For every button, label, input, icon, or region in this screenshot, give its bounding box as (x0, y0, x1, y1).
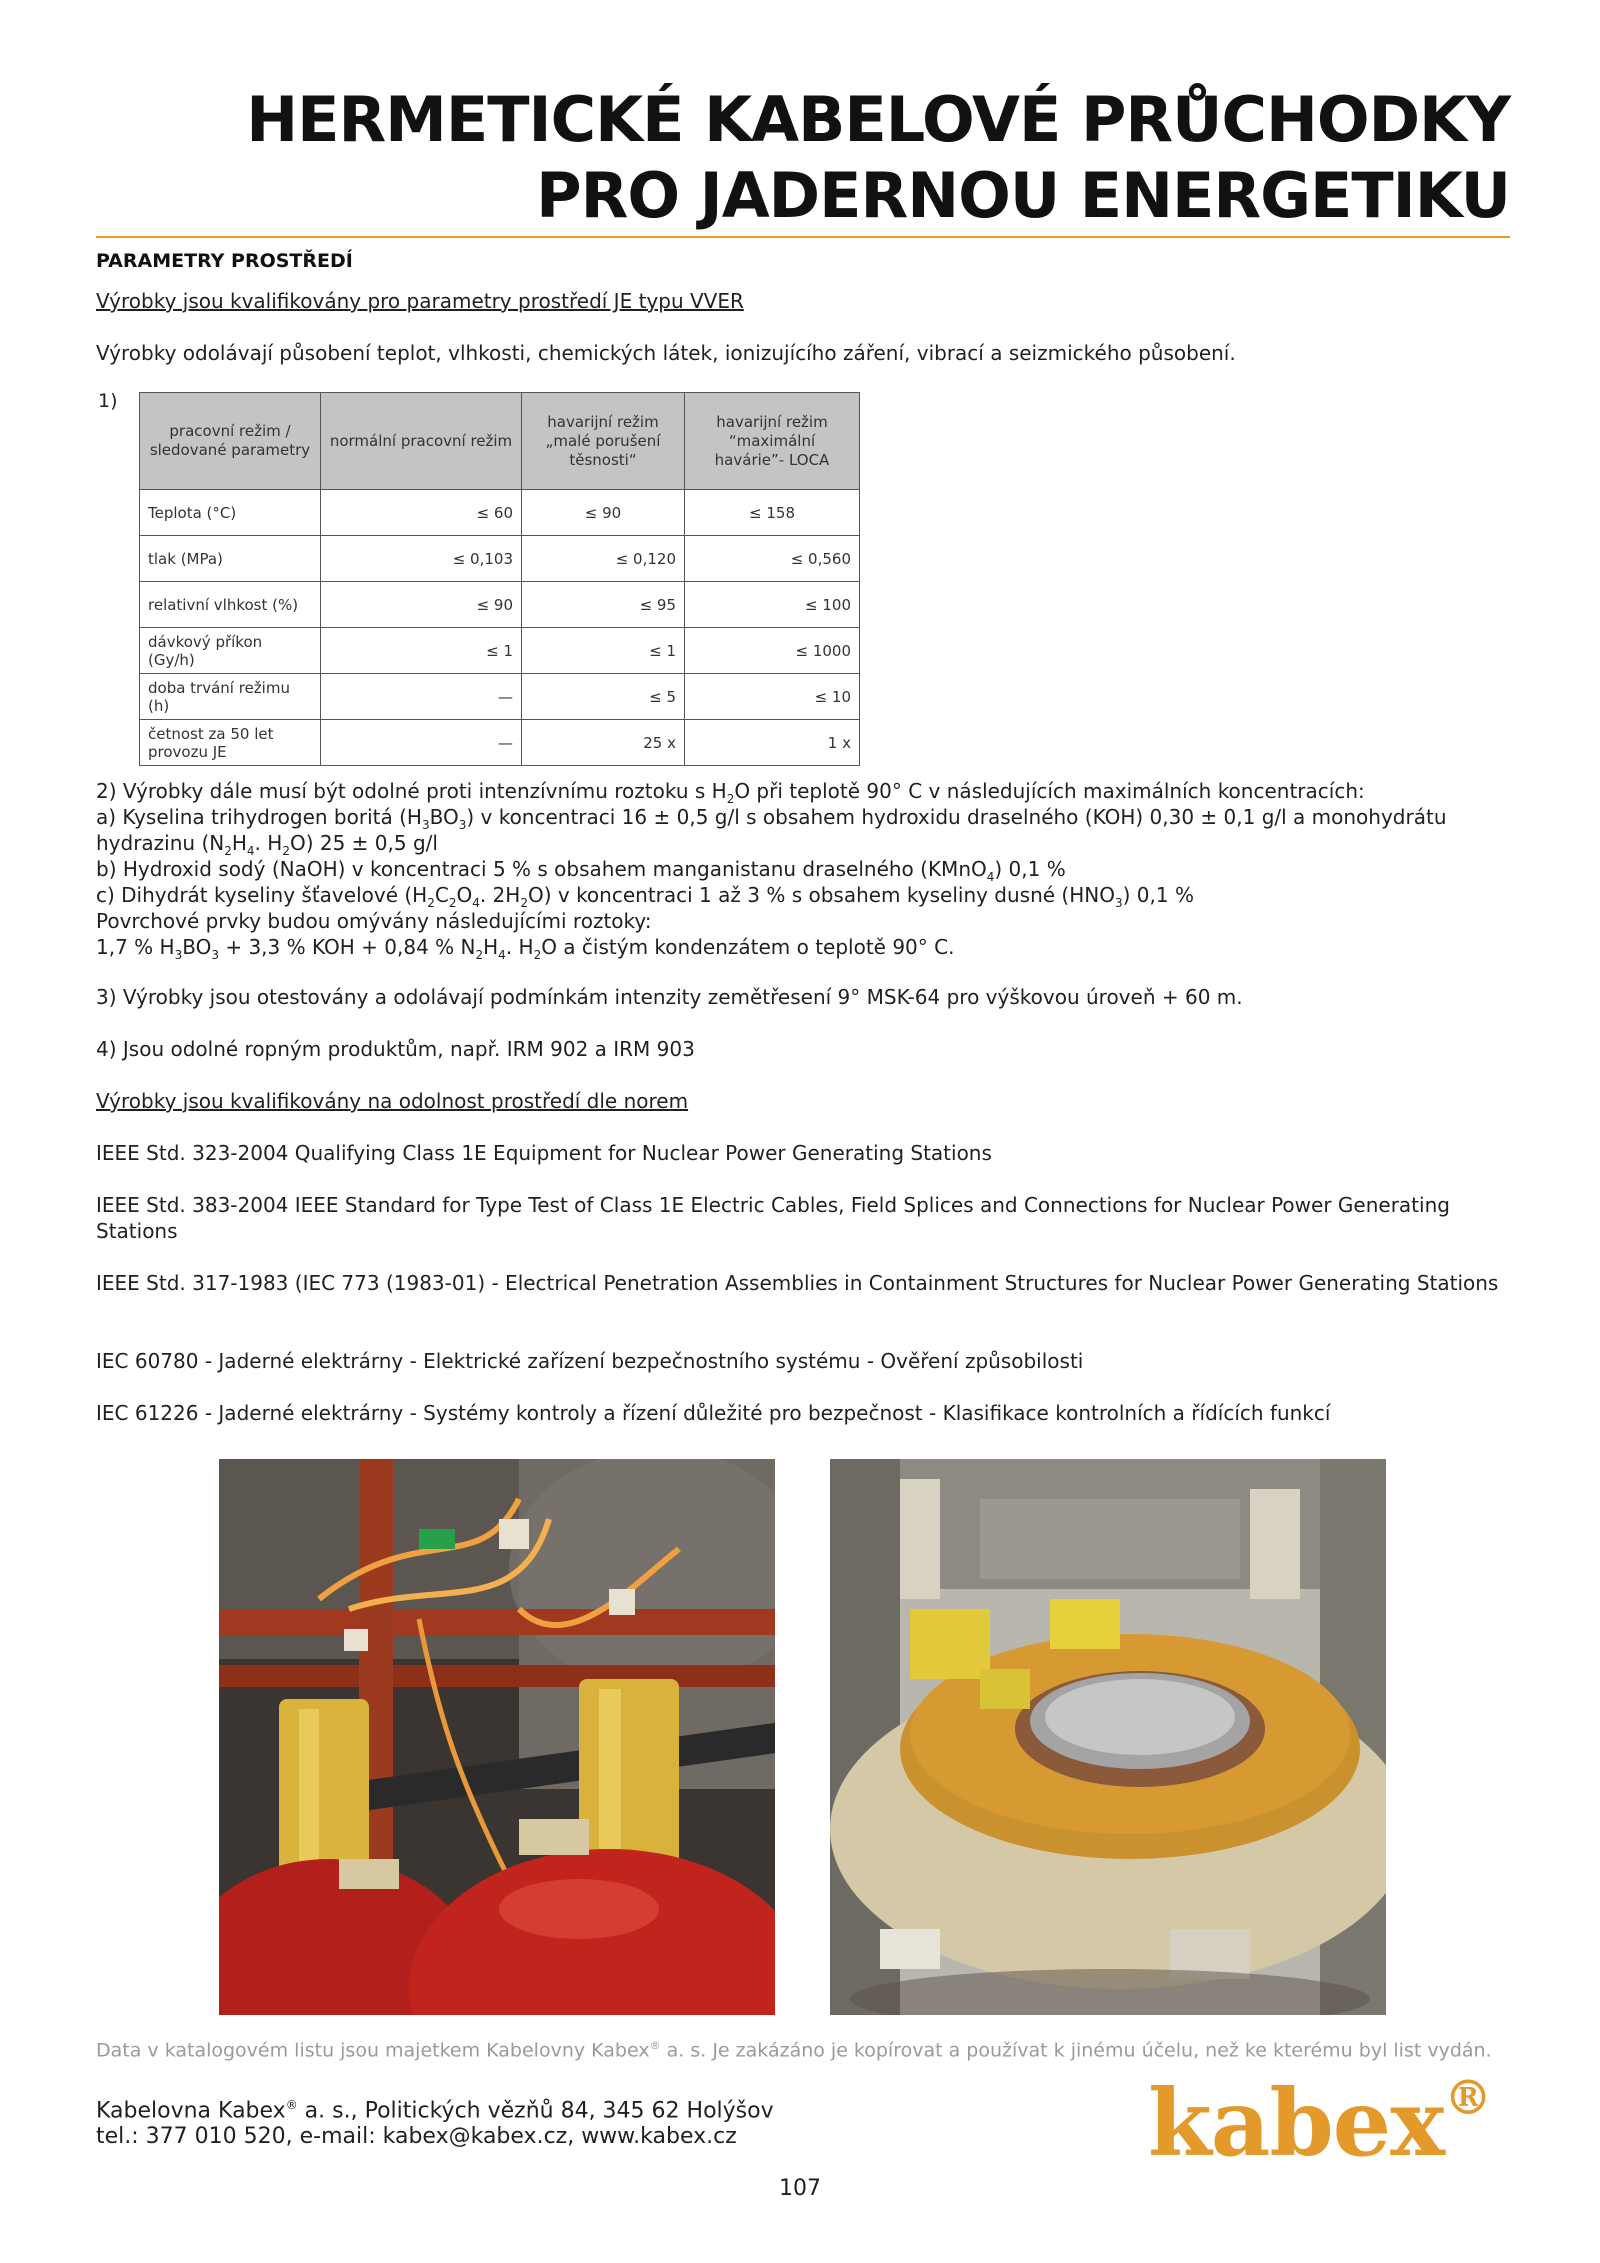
row-label: dávkový příkon (Gy/h) (140, 628, 321, 674)
table-header-cell: havarijní režim “maximální havárie”- LOCA (685, 393, 860, 490)
parameters-table (139, 392, 860, 766)
chem-line: 2) Výrobky dále musí být odolné proti intenzívnímu roztoku s $H_2O$ při teplotě 90° C v následujících maximálních koncentracích: (96, 779, 1365, 806)
standard-item: IEEE Std. 383-2004 IEEE Standard for Type Test of Class 1E Electric Cables, Field Splices and Connections for Nuclear Power Generating Stations (96, 1193, 1450, 1243)
cell-small-leak: ≤ 0,120 (522, 536, 685, 582)
cell-normal: ≤ 90 (321, 582, 522, 628)
table-header-cell: havarijní režim „malé porušení těsnosti“ (522, 393, 685, 490)
photo-reactor-hall (830, 1459, 1386, 2015)
cell-normal: — (321, 674, 522, 720)
cell-small-leak: ≤ 95 (522, 582, 685, 628)
chem-line: b) Hydroxid sodý (NaOH) v koncentraci 5 % s obsahem manganistanu draselného (KMnO$_4$) 0,1 % (96, 857, 1066, 884)
table-row (140, 628, 860, 674)
page-title (210, 82, 1510, 234)
table-header-cell: pracovní režim / sledované parametry (140, 393, 321, 490)
cell-normal: ≤ 0,103 (321, 536, 522, 582)
photo-cable-penetrations (219, 1459, 775, 2015)
row-label: tlak (MPa) (140, 536, 321, 582)
row-label: četnost za 50 let provozu JE (140, 720, 321, 766)
standards-heading: Výrobky jsou kvalifikovány na odolnost prostředí dle norem (96, 1089, 689, 1113)
standard-item: IEEE Std. 323-2004 Qualifying Class 1E Equipment for Nuclear Power Generating Stations (96, 1141, 992, 1165)
table-row (140, 720, 860, 766)
cell-loca: 1 x (685, 720, 860, 766)
row-label: Teplota (°C) (140, 490, 321, 536)
kabex-logo: kabex® (1148, 2069, 1492, 2177)
section-heading: PARAMETRY PROSTŘEDÍ (96, 250, 353, 272)
cell-normal: ≤ 60 (321, 490, 522, 536)
chemical-requirements (96, 778, 1516, 960)
cell-small-leak: ≤ 90 (522, 490, 685, 536)
table-row (140, 674, 860, 720)
chem-line: a) Kyselina trihydrogen boritá $(H_3BO_3)$ v koncentraci 16 ± 0,5 g/l s obsahem hydroxidu draselného (KOH) 0,30 ± 0,1 g/l a monohydrátu (96, 805, 1447, 832)
cell-loca: ≤ 0,560 (685, 536, 860, 582)
qualified-line: Výrobky jsou kvalifikovány pro parametry prostředí JE typu VVER (96, 289, 744, 313)
cell-loca: ≤ 100 (685, 582, 860, 628)
title-divider (96, 236, 1510, 238)
note-1-label: 1) (98, 390, 118, 412)
cell-small-leak: 25 x (522, 720, 685, 766)
copyright-note: Data v katalogovém listu jsou majetkem Kabelovny Kabex® a. s. Je zakázáno je kopírovat a používat k jinému účelu, než ke kterému byl list vydán. (96, 2039, 1492, 2062)
cell-loca: ≤ 10 (685, 674, 860, 720)
page-number: 107 (779, 2176, 821, 2201)
resist-line: Výrobky odolávají působení teplot, vlhkosti, chemických látek, ionizujícího záření, vibrací a seizmického působení. (96, 341, 1236, 365)
cell-small-leak: ≤ 1 (522, 628, 685, 674)
chem-line: Povrchové prvky budou omývány následujícími roztoky: (96, 909, 652, 933)
note-4: 4) Jsou odolné ropným produktům, např. IRM 902 a IRM 903 (96, 1037, 695, 1061)
row-label: doba trvání režimu (h) (140, 674, 321, 720)
standard-item: IEC 60780 - Jaderné elektrárny - Elektrické zařízení bezpečnostního systému - Ověření způsobilosti (96, 1349, 1084, 1373)
title-line-1: HERMETICKÉ KABELOVÉ PRŮCHODKY (246, 83, 1510, 156)
chem-line: c) Dihydrát kyseliny šťavelové ($H_2C_2O_4$. $2H_2O$) v koncentraci 1 až 3 % s obsahem kyseliny dusné $(HNO_3)$ 0,1 % (96, 883, 1194, 910)
table-row (140, 536, 860, 582)
chem-line: 1,7 % $H_3BO_3 + 3,3$ % KOH + 0,84 % $N_2H_4$. $H_2O$ a čistým kondenzátem o teplotě 90° C. (96, 935, 955, 962)
standard-item: IEEE Std. 317-1983 (IEC 773 (1983-01) - Electrical Penetration Assemblies in Containment Structures for Nuclear Power Generating Stations (96, 1271, 1499, 1295)
table-row (140, 490, 860, 536)
standard-item: IEC 61226 - Jaderné elektrárny - Systémy kontroly a řízení důležité pro bezpečnost - Klasifikace kontrolních a řídících funkcí (96, 1401, 1331, 1425)
cell-normal: — (321, 720, 522, 766)
company-contact: tel.: 377 010 520, e-mail: kabex@kabex.cz, www.kabex.cz (96, 2124, 737, 2149)
cell-loca: ≤ 158 (685, 490, 860, 536)
chem-line: hydrazinu ($N_2H_4$. $H_2O$) 25 ± 0,5 g/l (96, 831, 438, 858)
table-header-cell: normální pracovní režim (321, 393, 522, 490)
row-label: relativní vlhkost (%) (140, 582, 321, 628)
note-3: 3) Výrobky jsou otestovány a odolávají podmínkám intenzity zemětřesení 9° MSK-64 pro výškovou úroveň + 60 m. (96, 985, 1243, 1009)
company-address: Kabelovna Kabex® a. s., Politických vězňů 84, 345 62 Holýšov (96, 2098, 774, 2124)
cell-loca: ≤ 1000 (685, 628, 860, 674)
title-line-2: PRO JADERNOU ENERGETIKU (536, 159, 1510, 232)
table-header-row (140, 393, 860, 490)
cell-small-leak: ≤ 5 (522, 674, 685, 720)
table-row (140, 582, 860, 628)
cell-normal: ≤ 1 (321, 628, 522, 674)
